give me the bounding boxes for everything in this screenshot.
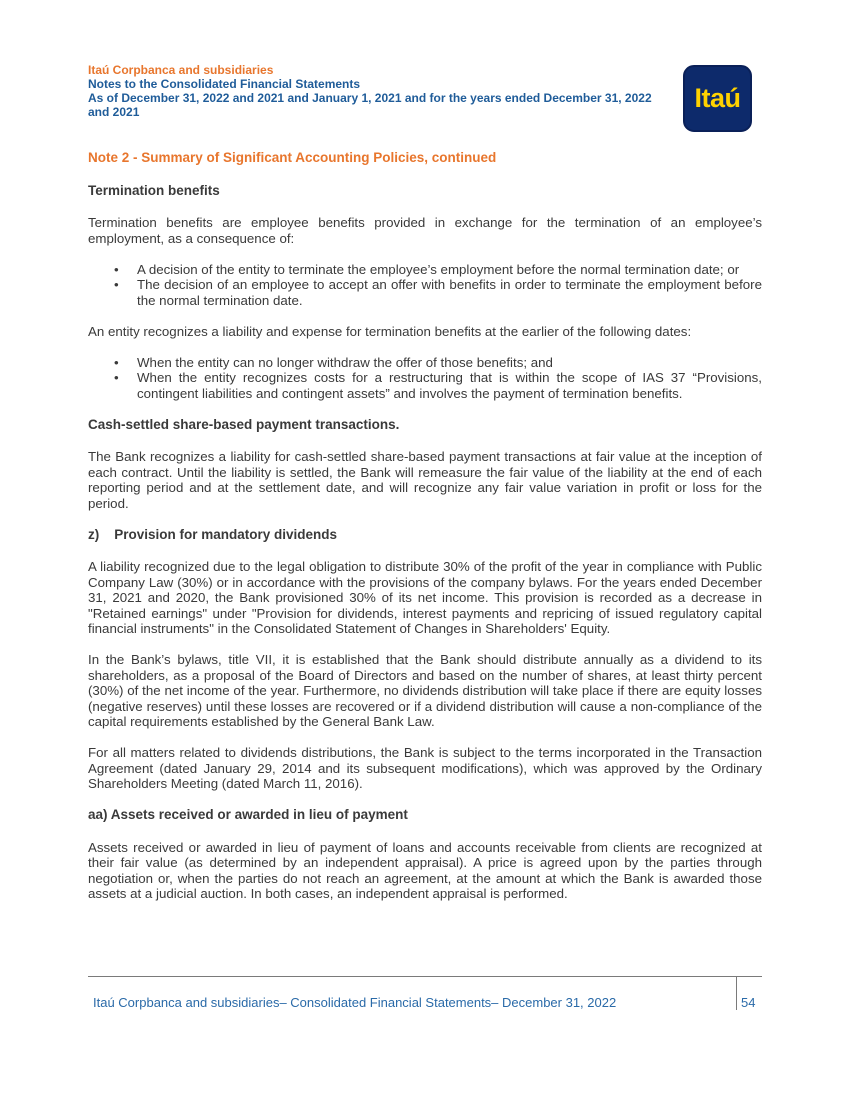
- note-title: Note 2 - Summary of Significant Accounting Policies, continued: [88, 150, 497, 165]
- header-period: As of December 31, 2022 and 2021 and January 1, 2021 and for the years ended December 31, 2022: [88, 91, 652, 105]
- page-header: [88, 63, 688, 119]
- logo-text: Itaú: [694, 83, 741, 113]
- termination-dates: [88, 355, 762, 402]
- page-number: 54: [741, 995, 756, 1010]
- assets-body: Assets received or awarded in lieu of payment of loans and accounts receivable from clients are recognized at their fair value (as determined by an independent appraisal). A price is agreed upon by the parties through negotiation or, when the parties do not reach an agreement, at the amount at which the Bank is awarded those assets at a judicial auction. In both cases, an independent appraisal is performed.: [88, 839, 762, 901]
- termination-title: Termination benefits: [88, 182, 220, 198]
- dividends-paragraph-1: A liability recognized due to the legal obligation to distribute 30% of the profit of the year in compliance with Public Company Law (30%) or in accordance with the provisions of the company bylaws. For the years ended December 31, 2021 and 2020, the Bank provisioned 30% of its net income. This provision is recorded as a decrease in "Retained earnings" under "Provision for dividends, interest payments and repricing of issued regulatory capital financial instruments" in the Consolidated Statement of Changes in Shareholders' Equity.: [88, 559, 762, 636]
- cash-settled-title: Cash-settled share-based payment transactions.: [88, 416, 400, 432]
- footer-divider: [88, 976, 762, 977]
- cash-settled-body: The Bank recognizes a liability for cash-settled share-based payment transactions at fair value at the inception of each contract. Until the liability is settled, the Bank will remeasure the fair value of the liability at the end of each reporting period and at the settlement date, and will recognize any fair value variation in profit or loss for the period.: [88, 449, 762, 511]
- termination-intro: Termination benefits are employee benefits provided in exchange for the termination of an employee’s employment, as a consequence of:: [88, 215, 762, 246]
- list-item: • When the entity recognizes costs for a restructuring that is within the scope of IAS 37 “Provisions, contingent liabilities and contingent assets” and involves the payment of termination benefits.: [137, 370, 762, 401]
- header-company: Itaú Corpbanca and subsidiaries: [88, 63, 274, 77]
- termination-bullets: [88, 262, 762, 309]
- header-period-cont: and 2021: [88, 105, 140, 119]
- list-item: • A decision of the entity to terminate the employee’s employment before the normal termination date; or: [137, 262, 762, 278]
- document-body: [88, 150, 762, 917]
- termination-recognition: An entity recognizes a liability and expense for termination benefits at the earlier of the following dates:: [88, 323, 692, 339]
- footer-text: Itaú Corpbanca and subsidiaries– Consolidated Financial Statements– December 31, 2022: [93, 995, 617, 1010]
- dividends-paragraph-2: In the Bank’s bylaws, title VII, it is established that the Bank should distribute annually as a dividend to its shareholders, as a proposal of the Board of Directors and based on the number of shares, at least thirty percent (30%) of the net income of the year. Furthermore, no dividends distribution will take place if there are equity losses (negative reserves) until these losses are recovered or if a dividend distribution will cause a non-compliance of the capital requirements established by the General Bank Law.: [88, 652, 762, 729]
- list-item: • The decision of an employee to accept an offer with benefits in order to terminate the employment before the normal termination date.: [137, 277, 762, 308]
- itau-logo: [683, 65, 752, 132]
- assets-title: aa) Assets received or awarded in lieu of payment: [88, 807, 408, 822]
- dividends-title: z) Provision for mandatory dividends: [88, 526, 338, 542]
- footer-page-divider: [736, 976, 737, 1010]
- list-item: • When the entity can no longer withdraw the offer of those benefits; and: [137, 355, 762, 371]
- dividends-paragraph-3: For all matters related to dividends distributions, the Bank is subject to the terms incorporated in the Transaction Agreement (dated January 29, 2014 and its subsequent modifications), which was approved by the Ordinary Shareholders Meeting (dated March 11, 2016).: [88, 745, 762, 791]
- header-notes-title: Notes to the Consolidated Financial Statements: [88, 77, 361, 91]
